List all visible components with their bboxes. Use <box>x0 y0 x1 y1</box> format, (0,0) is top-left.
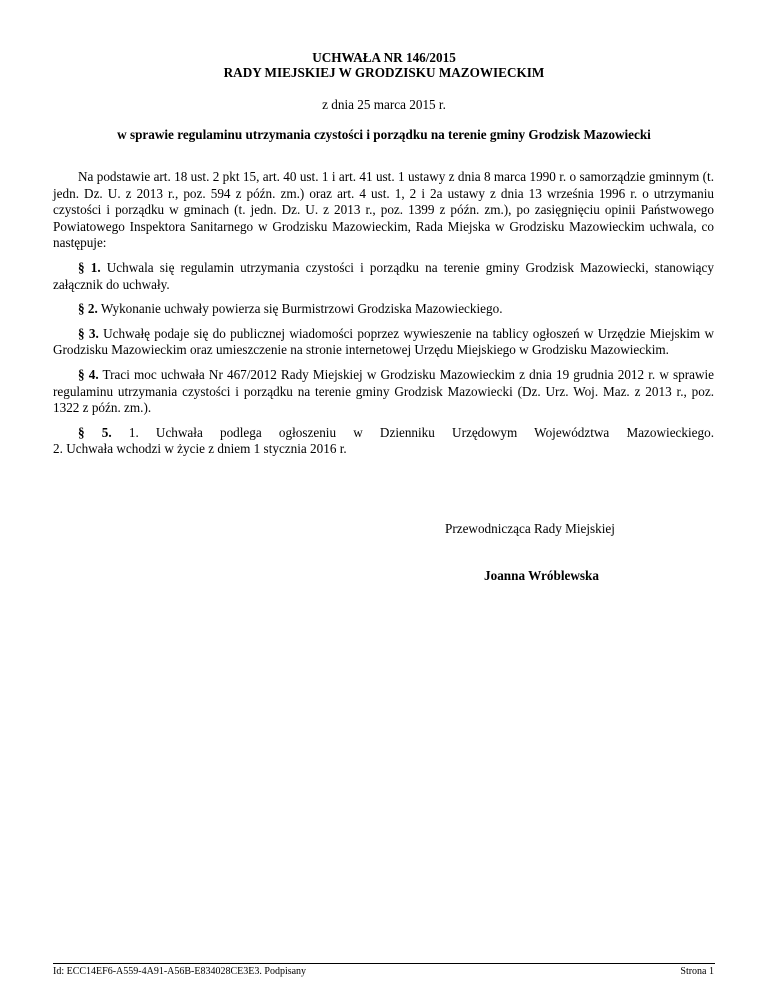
resolution-date: z dnia 25 marca 2015 r. <box>322 97 446 112</box>
section-1-text: Uchwala się regulamin utrzymania czystości i porządku na terenie gminy Grodzisk Mazowiecki, stanowiący załącznik do uchwały. <box>53 259 714 292</box>
section-5-point-2: 2. Uchwała wchodzi w życie z dniem 1 stycznia 2016 r. <box>53 441 347 457</box>
title-line-1: UCHWAŁA NR 146/2015 <box>312 50 456 65</box>
section-4-text: Traci moc uchwała Nr 467/2012 Rady Miejskiej w Grodzisku Mazowieckim z dnia 19 grudnia 2012 r. w sprawie regulaminu utrzymania czystości i porządku na terenie gminy Grodzisk Mazowiecki (Dz. Urz. Woj. Maz. z 2013 r., poz. 1322 z późn. zm.). <box>53 366 715 416</box>
section-2-text: Wykonanie uchwały powierza się Burmistrzowi Grodziska Mazowieckiego. <box>97 301 503 317</box>
section-2-label: § 2. <box>78 301 98 317</box>
section-4-label: § 4. <box>78 366 99 382</box>
footer-document-id: Id: ECC14EF6-A559-4A91-A56B-E834028CE3E3. Podpisany <box>53 966 307 977</box>
footer-divider <box>53 963 715 964</box>
section-3 <box>53 326 714 359</box>
section-1 <box>53 260 714 293</box>
section-5-point-1-text: 1. Uchwała podlega ogłoszeniu w Dzienniku Urzędowym Województwa Mazowieckiego. <box>111 424 714 440</box>
section-4 <box>53 367 714 417</box>
resolution-subject: w sprawie regulaminu utrzymania czystości i porządku na terenie gminy Grodzisk Mazowiecki <box>117 127 651 142</box>
section-3-text: Uchwałę podaje się do publicznej wiadomości poprzez wywieszenie na tablicy ogłoszeń w Urzędzie Miejskim w Grodzisku Mazowieckim oraz umieszczenie na stronie internetowej Urzędu Miejskiego w Grodzisku Mazowieckim. <box>53 325 715 358</box>
section-5-point-1 <box>53 425 714 442</box>
section-2 <box>53 301 714 318</box>
signature-name: Joanna Wróblewska <box>484 568 599 583</box>
section-1-label: § 1. <box>78 259 101 275</box>
signature-role: Przewodnicząca Rady Miejskiej <box>445 521 615 536</box>
section-3-label: § 3. <box>78 325 99 341</box>
title-line-2: RADY MIEJSKIEJ W GRODZISKU MAZOWIECKIM <box>223 65 545 81</box>
resolution-body <box>53 169 714 458</box>
preamble: Na podstawie art. 18 ust. 2 pkt 15, art. 40 ust. 1 i art. 41 ust. 1 ustawy z dnia 8 marca 1990 r. o samorządzie gminnym (t. jedn. Dz. U. z 2013 r., poz. 594 z późn. zm.) oraz art. 4 ust. 1, 2 i 2a ustawy z dnia 13 września 1996 r. o utrzymaniu czystości i porządku w gminach (t. jedn. Dz. U. z 2013 r., poz. 1399 z późn. zm.), po zasięgnięciu opinii Państwowego Powiatowego Inspektora Sanitarnego w Grodzisku Mazowieckim, Rada Miejska w Grodzisku Mazowieckim uchwala, co następuje: <box>53 169 714 251</box>
footer-page-number: Strona 1 <box>680 966 714 977</box>
section-5-label: § 5. <box>78 424 112 440</box>
resolution-title <box>0 50 768 81</box>
